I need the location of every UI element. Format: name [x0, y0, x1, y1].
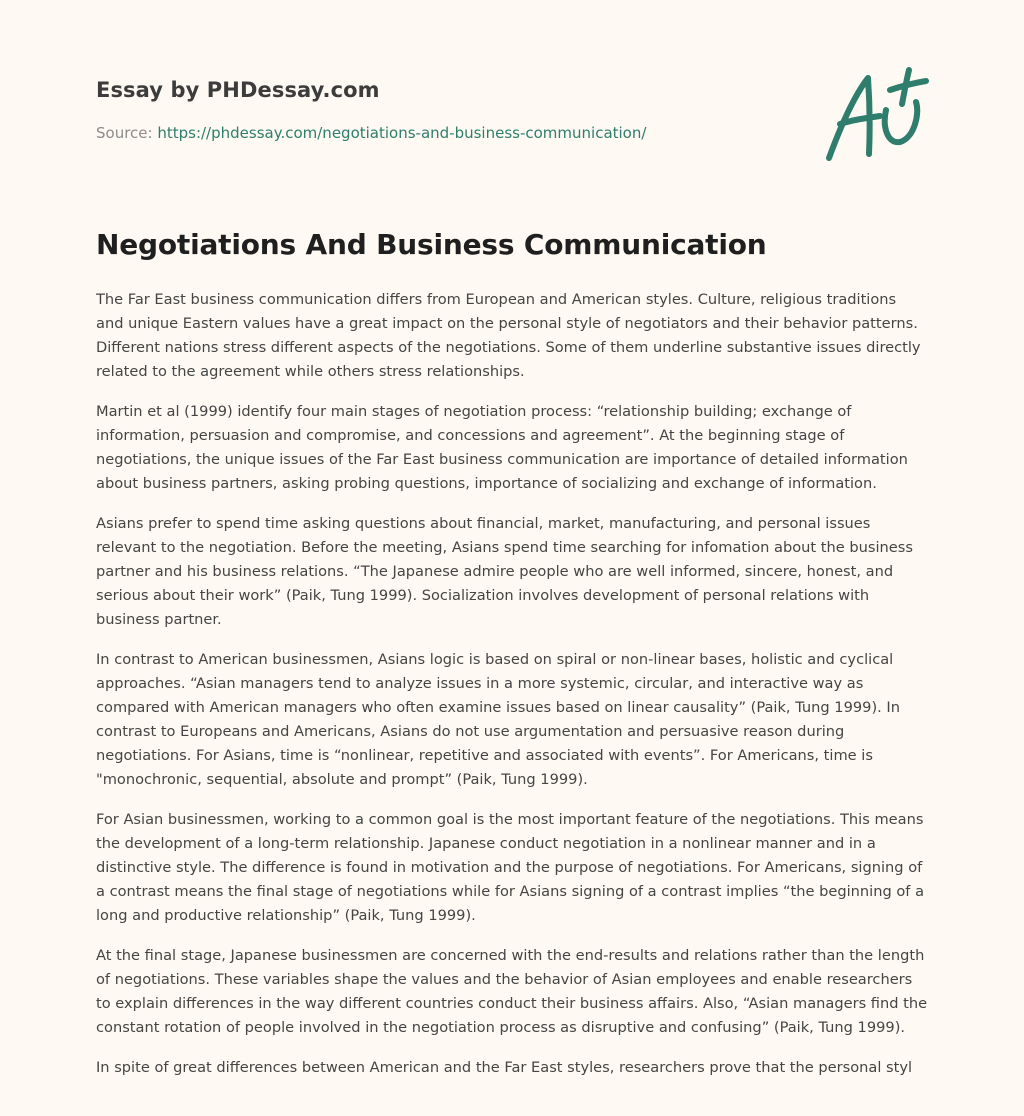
essay-paragraph-5: For Asian businessmen, working to a common goal is the most important feature of the negotiations. This means the development of a long-term relationship. Japanese conduct negotiation in a nonlinear manner and in a distinctive style. The difference is found in motivation and the purpose of negotiations. For Americans, signing of a contrast means the final stage of negotiations while for Asians signing of a contrast implies “the beginning of a long and productive relationship” (Paik, Tung 1999). [96, 811, 925, 924]
a-plus-logo-svg [820, 66, 930, 166]
source-line [96, 122, 796, 144]
essay-paragraph-3: Asians prefer to spend time asking questions about financial, market, manufacturing, and personal issues relevant to the negotiation. Before the meeting, Asians spend time searching for infomation about the business partner and his business relations. “The Japanese admire people who are well informed, sincere, honest, and serious about their work” (Paik, Tung 1999). Socialization involves development of personal relations with business partner. [96, 515, 913, 628]
a-plus-logo-icon [820, 66, 930, 166]
essay-paragraph-4: In contrast to American businessmen, Asians logic is based on spiral or non-linear bases, holistic and cyclical approaches. “Asian managers tend to analyze issues in a more systemic, circular, and interactive way as compared with American managers who often examine issues based on linear causality” (Paik, Tung 1999). In contrast to Europeans and Americans, Asians do not use argumentation and persuasive reason during negotiations. For Asians, time is “nonlinear, repetitive and associated with events”. For Americans, time is "monochronic, sequential, absolute and prompt” (Paik, Tung 1999). [96, 651, 900, 788]
essay-paragraph-6: At the final stage, Japanese businessmen are concerned with the end-results and relations rather than the length of negotiations. These variables shape the values and the behavior of Asian employees and enable researchers to explain differences in the way different countries conduct their business affairs. Also, “Asian managers find the constant rotation of people involved in the negotiation process as disruptive and confusing” (Paik, Tung 1999). [96, 947, 928, 1036]
essay-title: Negotiations And Business Communication [96, 228, 767, 261]
source-label: Source: [96, 124, 158, 142]
essay-paragraph-7: In spite of great differences between American and the Far East styles, researchers prove that the personal styl [96, 1059, 913, 1076]
brand-title: Essay by PHDessay.com [96, 78, 380, 102]
essay-header [96, 72, 796, 144]
essay-paragraph-2: Martin et al (1999) identify four main stages of negotiation process: “relationship building; exchange of information, persuasion and compromise, and concessions and agreement”. At the beginning stage of negotiations, the unique issues of the Far East business communication are importance of detailed information about business partners, asking probing questions, importance of socializing and exchange of information. [96, 403, 908, 492]
essay-paragraph-1: The Far East business communication differs from European and American styles. Culture, religious traditions and unique Eastern values have a great impact on the personal style of negotiators and their behavior patterns. Different nations stress different aspects of the negotiations. Some of them underline substantive issues directly related to the agreement while others stress relationships. [96, 291, 921, 380]
essay-content [96, 222, 928, 1096]
source-link[interactable]: https://phdessay.com/negotiations-and-business-communication/ [157, 124, 647, 142]
